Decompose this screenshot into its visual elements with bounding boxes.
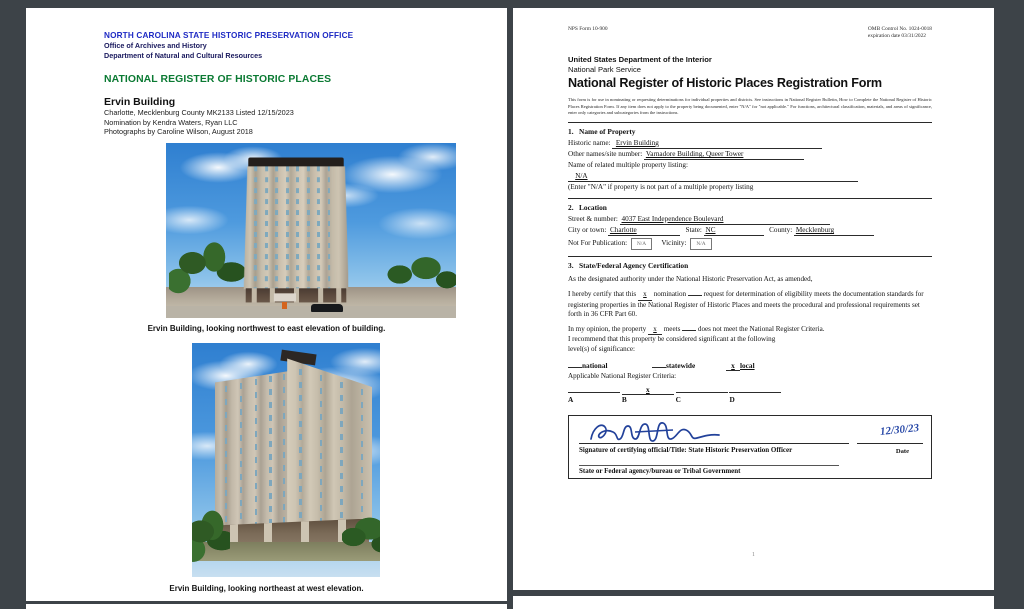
level-statewide-mark [652, 367, 666, 368]
street-field[interactable] [620, 214, 830, 225]
level-local[interactable] [726, 361, 755, 371]
agency-name-line2: Office of Archives and History [104, 41, 207, 50]
window-column [317, 166, 320, 289]
county-label: County: [769, 226, 793, 235]
window-column [255, 379, 258, 529]
property-nomination-line: Nomination by Kendra Waters, Ryan LLC [104, 117, 238, 127]
window-column [299, 369, 302, 522]
level-national[interactable] [568, 361, 652, 371]
other-names-value: Varnadore Building, Queer Tower [645, 150, 744, 159]
level-local-label: local [740, 360, 755, 370]
tree-right [381, 248, 456, 301]
tree-left [169, 239, 247, 299]
photo-west-elevation [192, 343, 380, 577]
section-2-title: Location [579, 203, 607, 212]
certify-text-3: request for determination of eligibility meets the documentation standards for registering properties in the National Register of Historic Places and meets the procedural and professional requirements set forth in 36 CFR Part 60. [568, 290, 924, 319]
document-page-left [26, 8, 507, 601]
divider [568, 122, 932, 123]
window-column [269, 376, 272, 530]
nps-registration-form [513, 8, 994, 590]
signature-rule [579, 443, 849, 444]
section-1-title: Name of Property [579, 126, 636, 136]
property-name: Ervin Building [104, 96, 176, 108]
traffic-cone [282, 302, 287, 309]
criterion-d-mark [729, 392, 781, 393]
form-instructions: This form is for use in nominating or requesting determinations for individual properties and districts. See instructions in National Register Bulletin, How to Complete the National Register of Historic Places Registration Form. If any item does not apply to the property being documented, enter "N/A" for "not applicable." For functions, architectural classification, materials, and areas of significance, enter only categories and subcategories from the instructions. [568, 97, 932, 115]
criterion-c-mark [676, 392, 728, 393]
bureau-name: National Park Service [568, 64, 642, 74]
criterion-c[interactable] [676, 386, 728, 404]
base-opening [274, 293, 296, 302]
level-statewide[interactable] [652, 361, 726, 371]
window-column [283, 374, 286, 532]
county-value: Mecklenburg [795, 226, 835, 235]
criterion-c-label: C [675, 394, 681, 404]
criterion-d[interactable] [729, 386, 781, 404]
window-column [265, 166, 268, 289]
tree-right [342, 502, 380, 572]
multiple-listing-field[interactable] [568, 171, 858, 182]
agency-caption: State or Federal agency/bureau or Tribal Government [579, 466, 741, 475]
photo-caption-west: Ervin Building, looking northeast at west elevation. [169, 584, 364, 593]
tower-facade [244, 166, 349, 289]
multiple-listing-note: (Enter "N/A" if property is not part of a multiple property listing [568, 182, 754, 191]
level-local-mark: x [726, 361, 740, 371]
form-meta-row [568, 26, 932, 39]
criteria-row [568, 385, 932, 404]
window-column [296, 166, 299, 289]
section-3-certification [568, 261, 932, 478]
county-field[interactable] [794, 225, 874, 236]
levels-label: level(s) of significance: [568, 344, 635, 353]
department-block [568, 55, 932, 74]
request-checkbox[interactable] [688, 295, 702, 296]
certify-text-1: I hereby certify that this [568, 290, 637, 298]
base-pilotis [252, 288, 257, 303]
publication-vicinity-row [568, 236, 932, 250]
window-column [255, 166, 258, 289]
city-label: City or town: [568, 226, 607, 235]
criterion-b[interactable] [622, 385, 674, 404]
department-name: United States Department of the Interior [568, 55, 712, 65]
designated-authority-text: As the designated authority under the National Historic Preservation Act, as amended, [568, 275, 813, 284]
section-1-name-of-property [568, 127, 932, 192]
level-national-label: national [582, 360, 608, 370]
historic-name-row [568, 138, 932, 149]
document-page-left-next-preview [26, 604, 507, 609]
property-photographs-line: Photographs by Caroline Wilson, August 2018 [104, 127, 253, 137]
other-names-label: Other names/site number: [568, 150, 643, 159]
opinion-paragraph [568, 325, 932, 355]
state-label: State: [685, 226, 702, 235]
section-2-heading [568, 203, 932, 212]
opinion-text-1: In my opinion, the property [568, 324, 647, 333]
not-for-publication-label: Not For Publication: [568, 239, 628, 248]
city-field[interactable] [608, 225, 680, 236]
other-names-field[interactable] [644, 149, 804, 160]
criterion-b-mark: x [622, 385, 674, 395]
signature-caption: Signature of certifying official/Title: State Historic Preservation Officer [579, 445, 793, 454]
omb-control-number: OMB Control No. 1024-0018 [867, 26, 932, 32]
program-title: NATIONAL REGISTER OF HISTORIC PLACES [104, 74, 332, 85]
window-column [328, 166, 331, 289]
page-number: 1 [752, 552, 755, 558]
photo-west-elevation-image [192, 343, 380, 577]
section-2-location [568, 203, 932, 250]
roof-cap [249, 157, 345, 167]
agency-rule [579, 465, 839, 466]
multiple-listing-label: Name of related multiple property listing: [568, 161, 688, 170]
vicinity-box[interactable]: N/A [690, 238, 711, 250]
photo-east-elevation-image [166, 143, 456, 318]
opinion-text-3: does not meet the National Register Criteria. [697, 324, 825, 333]
criterion-a-label: A [568, 394, 574, 404]
date-caption: Date [895, 447, 909, 455]
criterion-a[interactable] [568, 386, 620, 404]
state-value: NC [705, 226, 716, 235]
base-pilotis [319, 288, 324, 303]
base-pilotis [337, 288, 342, 303]
window-column [286, 166, 289, 289]
photo-east-elevation [166, 143, 456, 318]
does-not-meet-checkbox[interactable] [682, 330, 696, 331]
level-statewide-label: statewide [666, 360, 696, 370]
historic-name-label: Historic name: [568, 138, 611, 147]
signature-mark [587, 418, 737, 446]
agency-name-line1: NORTH CAROLINA STATE HISTORIC PRESERVATION OFFICE [104, 31, 354, 40]
section-3-title: State/Federal Agency Certification [579, 261, 689, 271]
window-column [240, 383, 243, 528]
omb-block [868, 26, 932, 39]
section-1-heading [568, 127, 932, 136]
certify-paragraph [568, 290, 932, 320]
window-column [225, 386, 228, 526]
meets-checkbox[interactable]: x [648, 325, 662, 336]
other-names-row [568, 149, 932, 160]
window-column [307, 166, 310, 289]
nps-form-number: NPS Form 10-900 [568, 26, 608, 32]
building-base [246, 288, 347, 303]
vicinity-label: Vicinity: [661, 239, 687, 248]
photo-caption-east: Ervin Building, looking northwest to east elevation of building. [147, 324, 386, 333]
multiple-listing-value: N/A [575, 171, 588, 180]
historic-name-field[interactable] [612, 138, 822, 149]
city-state-county-row [568, 225, 932, 236]
street-row [568, 214, 932, 225]
divider [568, 256, 932, 257]
certify-text-2: nomination [653, 290, 687, 298]
property-listing-line: Charlotte, Mecklenburg County MK2133 Listed 12/15/2023 [104, 108, 294, 117]
omb-expiration-date: expiration date 03/31/2022 [867, 32, 926, 39]
window-column [320, 375, 323, 523]
agency-name-line3: Department of Natural and Cultural Resources [104, 50, 263, 60]
section-3-number: 3. [568, 261, 574, 271]
signature-box [568, 415, 932, 479]
date-rule [857, 443, 923, 444]
street-value: 4037 East Independence Boulevard [621, 215, 724, 223]
document-page-right [513, 8, 994, 590]
section-3-heading [568, 261, 932, 270]
section-1-number: 1. [568, 126, 574, 136]
criterion-a-mark [568, 392, 620, 393]
state-field[interactable] [704, 225, 764, 236]
form-title: National Register of Historic Places Registration Form [568, 76, 882, 91]
section-2-number: 2. [568, 203, 574, 212]
multiple-listing-row [568, 171, 932, 182]
criterion-b-label: B [621, 394, 627, 404]
ervin-building-tower [244, 157, 349, 302]
opinion-text-2: meets [663, 324, 681, 333]
tree-left [192, 507, 230, 568]
criterion-d-label: D [729, 394, 735, 404]
handwritten-signature-icon [587, 418, 737, 446]
recommend-text: I recommend that this property be considered significant at the following [568, 335, 776, 344]
levels-of-significance-row [568, 361, 932, 371]
level-national-mark [568, 367, 582, 368]
divider [568, 198, 932, 199]
nomination-checkbox[interactable]: x [638, 290, 652, 301]
document-page-next-preview [513, 596, 994, 609]
signature-date-value: 12/30/23 [879, 421, 920, 438]
criteria-label: Applicable National Register Criteria: [568, 371, 677, 380]
not-for-publication-box[interactable]: N/A [631, 238, 652, 250]
parked-car [311, 304, 343, 312]
left-page-header-block [26, 8, 507, 137]
city-value: Charlotte [609, 226, 637, 235]
street-label: Street & number: [568, 215, 618, 223]
window-column [276, 166, 279, 289]
historic-name-value: Ervin Building [615, 138, 659, 147]
